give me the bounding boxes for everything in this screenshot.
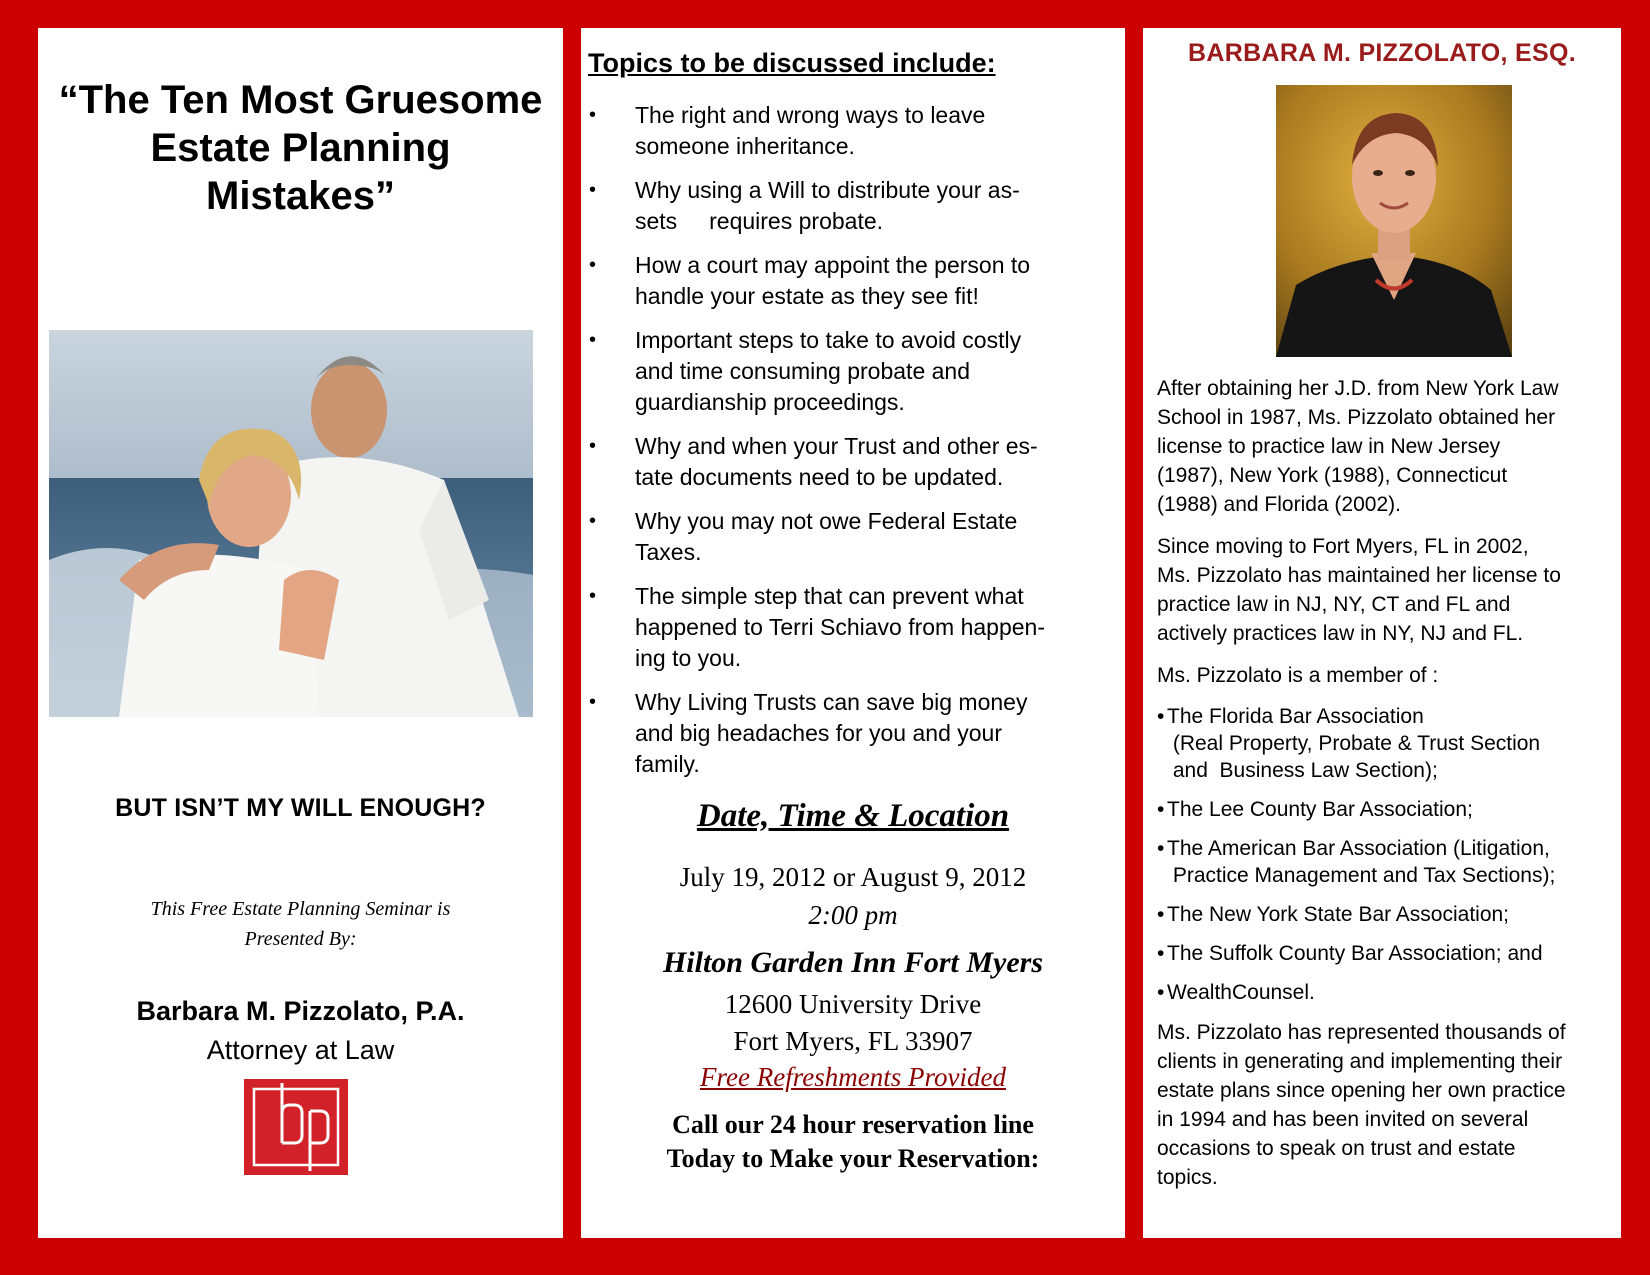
call-line: Today to Make your Reservation: [666, 1144, 1040, 1173]
bio-line: topics. [1157, 1166, 1218, 1189]
membership-line: The American Bar Association (Litigation, [1167, 837, 1550, 860]
topic-line: family. [635, 751, 700, 777]
address-line: Fort Myers, FL 33907 [733, 1026, 973, 1056]
membership-line: The Suffolk County Bar Association; and [1167, 942, 1543, 965]
bio-line: Ms. Pizzolato has represented thousands of [1157, 1021, 1566, 1044]
topic-line: Important steps to take to avoid costly [635, 327, 1022, 353]
membership-item [1157, 835, 1617, 889]
bio-line: (1988) and Florida (2002). [1157, 493, 1401, 516]
bp-logo-icon [244, 1079, 348, 1175]
refreshments-note: Free Refreshments Provided [700, 1062, 1006, 1092]
title-line: Estate Planning [150, 126, 451, 170]
topic-item [581, 581, 1121, 674]
couple-beach-image [49, 330, 533, 717]
venue-address [581, 986, 1125, 1060]
topic-line: ing to you. [635, 645, 742, 671]
topic-line: Taxes. [635, 539, 702, 565]
topic-line: tate documents need to be updated. [635, 464, 1004, 490]
bio-line: (1987), New York (1988), Connecticut [1157, 464, 1508, 487]
cover-panel [38, 28, 563, 1238]
venue-name: Hilton Garden Inn Fort Myers [662, 946, 1044, 979]
title-line: “The Ten Most Gruesome [58, 78, 543, 122]
topics-list [581, 100, 1121, 793]
topic-item [581, 687, 1121, 780]
bio-line: School in 1987, Ms. Pizzolato obtained her [1157, 406, 1556, 429]
membership-item [1157, 796, 1617, 823]
bio-paragraph [1157, 374, 1617, 519]
topic-line: The right and wrong ways to leave [635, 102, 986, 128]
event-dates: July 19, 2012 or August 9, 2012 [679, 862, 1027, 892]
seminar-note [38, 894, 563, 954]
topic-line: someone inheritance. [635, 133, 855, 159]
bullet-icon: • [1157, 981, 1165, 1004]
topic-line: Why and when your Trust and other es- [635, 433, 1038, 459]
bullet-icon: • [589, 104, 597, 126]
membership-line: The New York State Bar Association; [1167, 903, 1510, 926]
call-line: Call our 24 hour reservation line [672, 1110, 1034, 1139]
membership-line: The Lee County Bar Association; [1167, 798, 1473, 821]
bullet-icon: • [589, 691, 597, 713]
portrait-image [1276, 85, 1512, 357]
topic-line: happened to Terri Schiavo from happen- [635, 614, 1046, 640]
bio-line: in 1994 and has been invited on several [1157, 1108, 1529, 1131]
topic-item [581, 175, 1121, 237]
bullet-icon: • [589, 435, 597, 457]
bio-line: practice law in NJ, NY, CT and FL and [1157, 593, 1511, 616]
presenter-name: Barbara M. Pizzolato, P.A. [136, 996, 465, 1026]
seminar-line: This Free Estate Planning Seminar is [150, 898, 451, 920]
bullet-icon: • [1157, 705, 1165, 728]
member-intro: Ms. Pizzolato is a member of : [1157, 664, 1439, 687]
bio-line: Ms. Pizzolato has maintained her license to [1157, 564, 1561, 587]
topic-line: Why Living Trusts can save big money [635, 689, 1028, 715]
topic-line: and time consuming probate and [635, 358, 970, 384]
bullet-icon: • [1157, 903, 1165, 926]
topic-line: How a court may appoint the person to [635, 252, 1031, 278]
bullet-icon: • [589, 254, 597, 276]
topic-line: and big headaches for you and your [635, 720, 1002, 746]
bio-panel [1143, 28, 1621, 1238]
bio-paragraph [1157, 532, 1617, 648]
bullet-icon: • [1157, 798, 1165, 821]
topic-item [581, 506, 1121, 568]
bullet-icon: • [589, 329, 597, 351]
attorney-name-heading: BARBARA M. PIZZOLATO, ESQ. [1188, 39, 1576, 67]
topic-line: The simple step that can prevent what [635, 583, 1024, 609]
bullet-icon: • [589, 179, 597, 201]
topic-item [581, 250, 1121, 312]
brochure-title [38, 76, 563, 220]
bio-line: occasions to speak on trust and estate [1157, 1137, 1516, 1160]
bio-line: clients in generating and implementing their [1157, 1050, 1563, 1073]
bullet-icon: • [1157, 942, 1165, 965]
topic-item [581, 431, 1121, 493]
seminar-line: Presented By: [244, 928, 357, 950]
topic-line: Why you may not owe Federal Estate [635, 508, 1018, 534]
couple-photo [49, 330, 533, 717]
event-dates-block [581, 858, 1125, 934]
bp-monogram-icon [244, 1079, 348, 1175]
topics-heading: Topics to be discussed include: [588, 48, 996, 78]
attorney-bio [1157, 374, 1617, 1205]
presenter-block [38, 992, 563, 1070]
bio-paragraph [1157, 1018, 1617, 1192]
event-time: 2:00 pm [808, 900, 898, 930]
topics-panel [581, 28, 1125, 1238]
address-line: 12600 University Drive [724, 989, 982, 1019]
bullet-icon: • [1157, 837, 1165, 860]
membership-line: The Florida Bar Association [1167, 705, 1424, 728]
bio-line: estate plans since opening her own practice [1157, 1079, 1566, 1102]
tagline: BUT ISN’T MY WILL ENOUGH? [115, 794, 486, 822]
bio-line: actively practices law in NY, NJ and FL. [1157, 622, 1524, 645]
title-line: Mistakes” [206, 174, 395, 218]
membership-item [1157, 940, 1617, 967]
topic-line: handle your estate as they see fit! [635, 283, 979, 309]
memberships-list [1157, 703, 1617, 1006]
topic-line: guardianship proceedings. [635, 389, 905, 415]
membership-item [1157, 703, 1617, 784]
bullet-icon: • [589, 510, 597, 532]
bullet-icon: • [589, 585, 597, 607]
membership-line: WealthCounsel. [1167, 981, 1315, 1004]
topic-item [581, 325, 1121, 418]
topic-line: sets requires probate. [635, 208, 884, 234]
reservation-call [581, 1108, 1125, 1176]
bio-line: After obtaining her J.D. from New York Law [1157, 377, 1559, 400]
presenter-title: Attorney at Law [206, 1035, 395, 1065]
bio-line: Since moving to Fort Myers, FL in 2002, [1157, 535, 1529, 558]
topic-item [581, 100, 1121, 162]
membership-line: and Business Law Section); [1167, 759, 1438, 782]
topic-line: Why using a Will to distribute your as- [635, 177, 1020, 203]
date-time-location-heading: Date, Time & Location [696, 798, 1010, 834]
membership-item [1157, 979, 1617, 1006]
membership-item [1157, 901, 1617, 928]
attorney-portrait [1276, 85, 1512, 357]
membership-line: (Real Property, Probate & Trust Section [1167, 732, 1541, 755]
bio-line: license to practice law in New Jersey [1157, 435, 1501, 458]
membership-line: Practice Management and Tax Sections); [1167, 864, 1556, 887]
